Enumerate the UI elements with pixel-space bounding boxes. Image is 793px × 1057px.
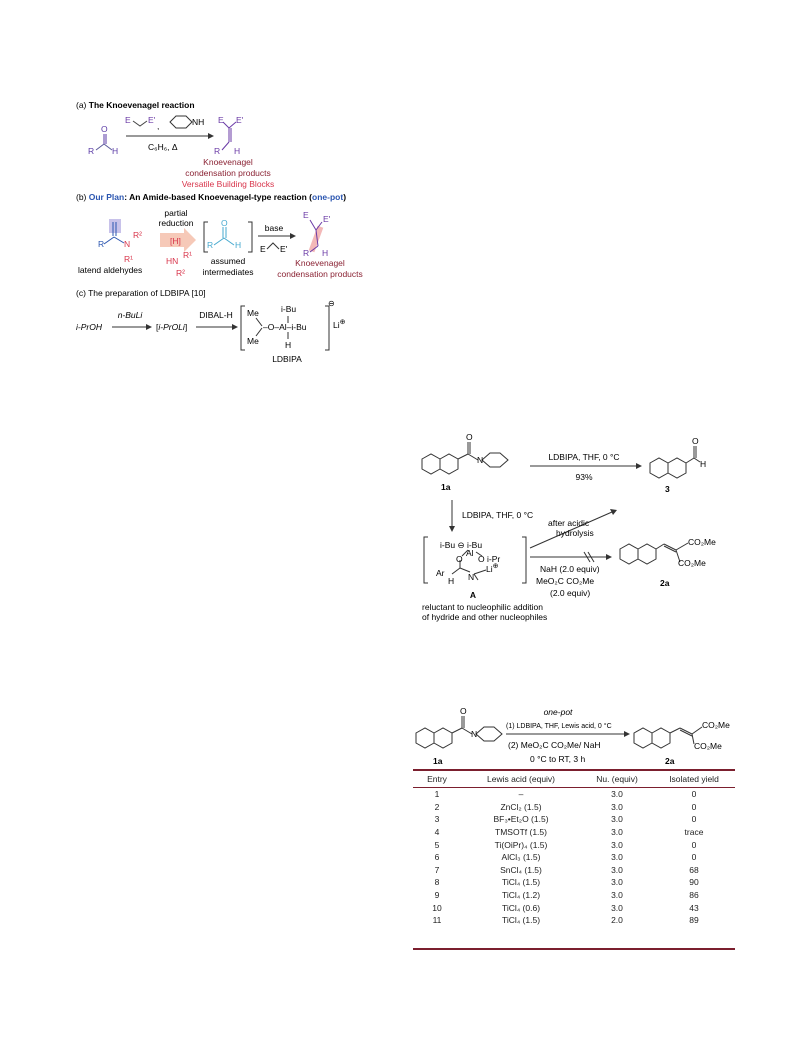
ipr-oh: i-PrOH: [76, 322, 102, 332]
2a-co2me-1: CO₂Me: [688, 537, 716, 547]
2a-small-co2me-2: CO₂Me: [694, 741, 722, 751]
aldehyde-H: H: [112, 146, 119, 156]
results-table: [413, 770, 735, 927]
reagent-E-prime: E': [148, 115, 156, 125]
aldehyde-3-H: H: [700, 459, 707, 469]
reluctant-line2: of hydride and other nucleophiles: [422, 612, 548, 622]
acidic-line1: after acidic: [548, 518, 590, 528]
ldbipa-ibu-top: i-Bu: [281, 304, 297, 314]
amide-small-O: O: [460, 706, 467, 716]
table-row: 1 – 3.0 0: [434, 789, 697, 800]
malonate-condition: MeO₂C CO₂Me: [536, 576, 595, 586]
int-A-N: N: [468, 572, 475, 582]
base-reagent-E-prime: E': [280, 244, 288, 254]
table-row: 2 ZnCl₂ (1.5) 3.0 0: [434, 801, 697, 812]
amide-1a-small: [416, 716, 502, 748]
table-row: 8 TiCl₄ (1.5) 3.0 90: [434, 877, 699, 888]
amide-small-N: N: [471, 729, 478, 739]
label-2a-small: 2a: [665, 756, 675, 766]
header-lewis-acid: Lewis acid (equiv): [461, 770, 581, 788]
product-b-E: E: [303, 210, 309, 220]
label-2a: 2a: [660, 578, 670, 588]
latent-aldehydes-label: latend aldehydes: [78, 265, 143, 275]
assumed-label: assumed: [210, 256, 246, 266]
intermediate-H: H: [235, 240, 242, 250]
aldehyde-O: O: [101, 124, 108, 134]
label-A: A: [469, 590, 477, 600]
amide-R2: R²: [133, 230, 142, 240]
partial-label: partial: [164, 208, 188, 218]
table-bottom-rule: [413, 948, 735, 950]
table-row: 10 TiCl₄ (0.6) 3.0 43: [432, 902, 699, 913]
dibal-label: DIBAL-H: [199, 310, 233, 320]
piperidine-NH: NH: [192, 117, 205, 127]
scheme-a-label: (a) The Knoevenagel reaction: [76, 100, 195, 110]
reduction-label: reduction: [158, 218, 194, 228]
intermediates-label: intermediates: [202, 267, 254, 277]
ldbipa-me1: Me: [247, 308, 259, 318]
scheme-b-label: (b) Our Plan: An Amide-based Knoevenagel-type reaction (one-pot): [76, 192, 347, 202]
label-1a: 1a: [441, 482, 451, 492]
int-A-Al: Al: [466, 548, 474, 558]
condition-down: LDBIPA, THF, 0 °C: [462, 510, 534, 520]
product-E-prime: E': [236, 115, 244, 125]
hydride-label: [H]: [170, 236, 181, 246]
ldbipa-Li: Li⊕: [333, 319, 346, 330]
ipr-oli: [i-PrOLi]: [156, 322, 188, 332]
header-nu: Nu. (equiv): [581, 770, 653, 788]
int-A-iPr: O i-Pr: [478, 554, 501, 564]
product-2a-small: [634, 727, 702, 748]
base-label: base: [264, 223, 284, 233]
ldbipa-chain: –O–Al–i-Bu: [263, 322, 307, 332]
nbuli-label: n-BuLi: [117, 310, 143, 320]
2a-small-co2me-1: CO₂Me: [702, 720, 730, 730]
product-R: R: [214, 146, 221, 156]
caption-versatile: Versatile Building Blocks: [181, 179, 275, 189]
step2-label: (2) MeO₂C CO₂Me/ NaH: [508, 740, 601, 750]
amide-N: N: [124, 239, 131, 249]
solvent-condition: C₆H₆, Δ: [148, 142, 178, 152]
amide-1a-O: O: [466, 432, 473, 442]
condensation-label-b: condensation products: [277, 269, 363, 279]
caption-condensation: condensation products: [185, 168, 271, 178]
amine-R2: R²: [176, 268, 185, 278]
yield-93: 93%: [575, 472, 593, 482]
aldehyde-R: R: [88, 146, 95, 156]
nah-condition: NaH (2.0 equiv): [540, 564, 600, 574]
ldbipa-label: LDBIPA: [272, 354, 302, 364]
2a-co2me-2: CO₂Me: [678, 558, 706, 568]
intermediate-R: R: [207, 240, 214, 250]
onepot-label: one-pot: [543, 707, 573, 717]
step3-label: 0 °C to RT, 3 h: [530, 754, 586, 764]
ldbipa-me2: Me: [247, 336, 259, 346]
int-A-O: O: [456, 554, 463, 564]
scheme-c-label: (c) The preparation of LDBIPA [10]: [76, 288, 206, 298]
ldbipa-H: H: [285, 340, 292, 350]
table-header-row: [413, 770, 735, 788]
malonate-equiv: (2.0 equiv): [550, 588, 591, 598]
int-A-H: H: [448, 576, 455, 586]
product-b-E-prime: E': [323, 214, 331, 224]
aldehyde-3-O: O: [692, 436, 699, 446]
table-row: 11 TiCl₄ (1.5) 2.0 89: [432, 915, 699, 926]
amine-R1: R¹: [183, 250, 192, 260]
kn-label-b: Knoevenagel: [295, 258, 345, 268]
label-1a-small: 1a: [433, 756, 443, 766]
intermediate-O: O: [221, 218, 228, 228]
label-3: 3: [665, 484, 670, 494]
table-row: 6 AlCl₃ (1.5) 3.0 0: [434, 852, 697, 863]
amide-1a-N: N: [477, 455, 484, 465]
product-b-R: R: [303, 248, 310, 258]
condition-top: LDBIPA, THF, 0 °C: [548, 452, 620, 462]
table-row: 5 Ti(OiPr)₄ (1.5) 3.0 0: [434, 839, 697, 850]
header-entry: Entry: [413, 770, 461, 788]
table-row: 9 TiCl₄ (1.2) 3.0 86: [434, 890, 699, 901]
svg-text:,: ,: [157, 121, 160, 131]
amine-HN: HN: [166, 256, 179, 266]
reagent-E: E: [125, 115, 131, 125]
step1-label: (1) LDBIPA, THF, Lewis acid, 0 °C: [506, 723, 612, 730]
reluctant-line1: reluctant to nucleophilic addition: [422, 602, 543, 612]
acidic-line2: hydrolysis: [556, 528, 594, 538]
product-H: H: [234, 146, 241, 156]
table-row: 4 TMSOTf (1.5) 3.0 trace: [434, 827, 704, 838]
int-A-top: i-Bu ⊖ i-Bu: [440, 540, 483, 550]
product-b-H: H: [322, 248, 329, 258]
int-A-Li: Li⊕: [486, 563, 499, 574]
amide-R: R: [98, 239, 105, 249]
int-A-Ar: Ar: [436, 568, 445, 578]
table-row: 7 SnCl₄ (1.5) 3.0 68: [434, 864, 699, 875]
header-yield: Isolated yield: [653, 770, 735, 788]
table-row: 3 BF₃•Et₂O (1.5) 3.0 0: [434, 814, 697, 825]
amide-R1: R¹: [124, 254, 133, 264]
product-E: E: [218, 115, 224, 125]
ldbipa-charge: ⊖: [328, 299, 335, 308]
caption-knoevenagel: Knoevenagel: [203, 157, 253, 167]
base-reagent-E: E: [260, 244, 266, 254]
